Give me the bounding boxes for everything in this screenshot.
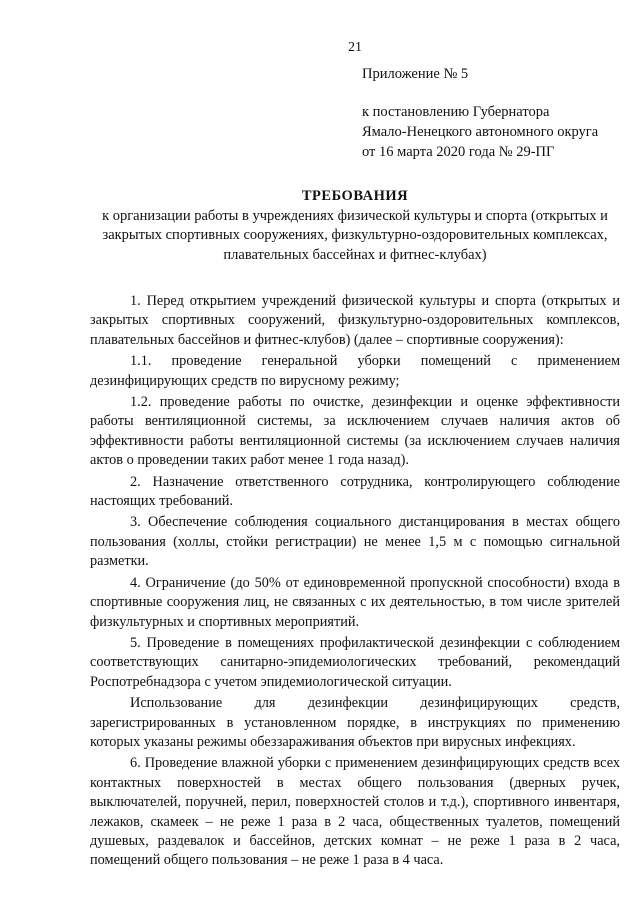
appendix-ref-line: от 16 марта 2020 года № 29-ПГ <box>362 144 555 160</box>
page-number: 21 <box>348 40 362 55</box>
paragraph: 3. Обеспечение соблюдения социального дистанцирования в местах общего пользования (холлы, стойки регистрации) не менее 1,5 м с помощью сигнальной разметки. <box>90 514 620 570</box>
appendix-label: Приложение № 5 <box>362 66 469 82</box>
paragraph: 4. Ограничение (до 50% от единовременной пропускной способности) входа в спортивные сооружения лиц, не связанных с их деятельностью, в том числе зрителей физкультурных и спортивных мероприятий. <box>90 574 620 630</box>
paragraph: 1.2. проведение работы по очистке, дезинфекции и оценке эффективности работы вентиляционной системы, за исключением случаев наличия актов об эффективности работы вентиляционной системы (за исключением случаев наличия актов о проведении таких работ менее 1 года назад). <box>90 394 620 469</box>
appendix-reference <box>362 102 598 162</box>
document-heading <box>90 187 620 265</box>
appendix-ref-line: к постановлению Губернатора <box>362 104 550 120</box>
paragraph: 6. Проведение влажной уборки с применением дезинфицирующих средств всех контактных поверхностей в местах общего пользования (дверных ручек, выключателей, поручней, перил, поверхностей столов и т.д.), спортивного инвентаря, лежаков, скамеек – не реже 1 раза в 2 часа, общественных туалетов, помещений душевых, раздевалок и бассейнов, детских комнат – не реже 1 раза в 2 часа, помещений общего пользования – не реже 1 раза в 4 часа. <box>90 755 620 869</box>
document-subtitle: к организации работы в учреждениях физической культуры и спорта (открытых и закрытых спортивных сооружениях, физкультурно-оздоровительных комплексах, плавательных бассейнах и фитнес-клубах) <box>102 207 608 263</box>
paragraph: 1. Перед открытием учреждений физической культуры и спорта (открытых и закрытых спортивных сооружений, физкультурно-оздоровительных комплексов, плавательных бассейнов и фитнес-клубов) (далее – спортивные сооружения): <box>90 293 620 348</box>
appendix-ref-line: Ямало-Ненецкого автономного округа <box>362 124 599 140</box>
paragraph: Использование для дезинфекции дезинфицирующих средств, зарегистрированных в установленном порядке, в инструкциях по применению которых указаны режимы обеззараживания объектов при вирусных инфекциях. <box>90 695 620 750</box>
document-body <box>90 292 620 871</box>
document-title: ТРЕБОВАНИЯ <box>301 188 409 204</box>
paragraph: 1.1. проведение генеральной уборки помещений с применением дезинфицирующих средств по вирусному режиму; <box>90 353 620 389</box>
paragraph: 2. Назначение ответственного сотрудника, контролирующего соблюдение настоящих требований. <box>90 473 620 510</box>
paragraph: 5. Проведение в помещениях профилактической дезинфекции с соблюдением соответствующих санитарно-эпидемиологических требований, рекомендаций Роспотребнадзора с учетом эпидемиологической ситуации. <box>90 634 620 690</box>
